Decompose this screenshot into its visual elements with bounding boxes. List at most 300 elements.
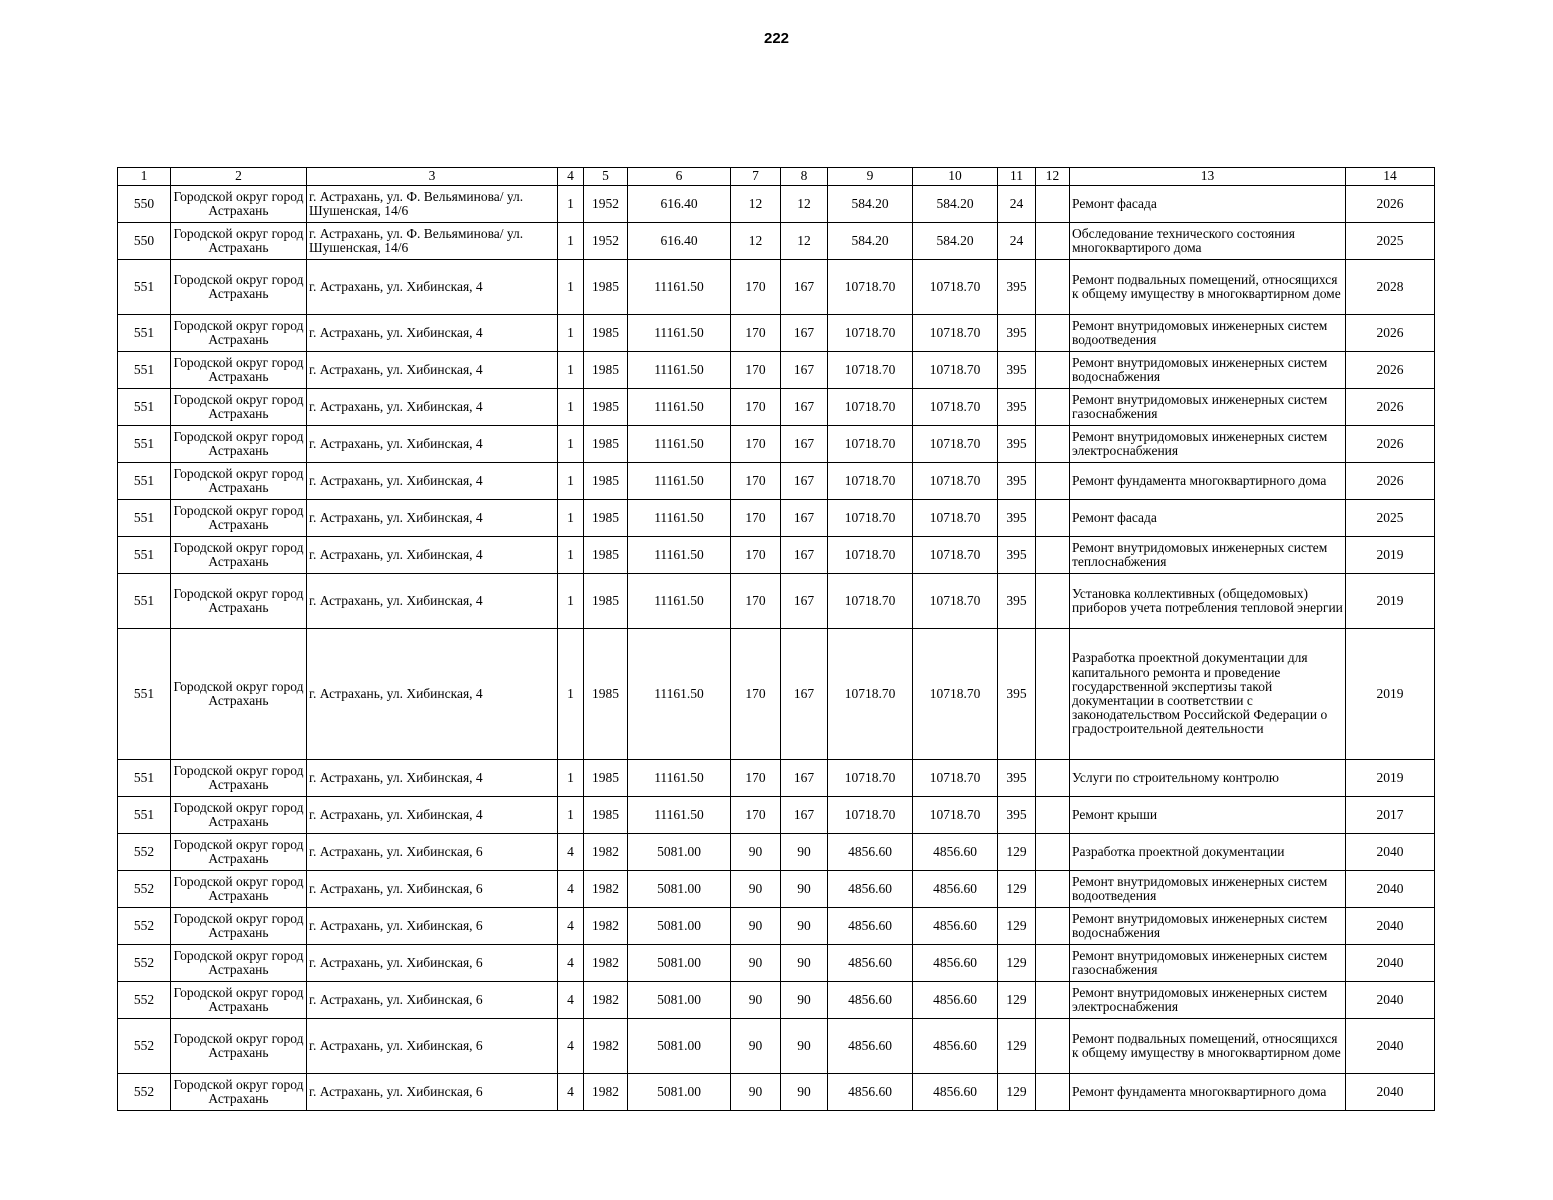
table-row: [118, 223, 1435, 260]
cell-col8: 90: [781, 871, 828, 908]
cell-col8: 90: [781, 1074, 828, 1111]
cell-col8: 90: [781, 834, 828, 871]
column-header: 3: [307, 168, 558, 186]
cell-col11: 129: [998, 982, 1036, 1019]
cell-number: 551: [118, 574, 171, 629]
cell-col12: [1036, 871, 1070, 908]
cell-col7: 170: [731, 500, 781, 537]
table-row: [118, 1019, 1435, 1074]
cell-work-type: Ремонт фундамента многоквартирного дома: [1070, 463, 1346, 500]
cell-col6: 11161.50: [628, 389, 731, 426]
cell-address: г. Астрахань, ул. Хибинская, 4: [307, 315, 558, 352]
column-header: 14: [1346, 168, 1435, 186]
column-header: 11: [998, 168, 1036, 186]
cell-col5: 1985: [584, 389, 628, 426]
cell-address: г. Астрахань, ул. Хибинская, 6: [307, 1074, 558, 1111]
column-header: 9: [828, 168, 913, 186]
cell-work-type: Ремонт фундамента многоквартирного дома: [1070, 1074, 1346, 1111]
cell-work-type: Ремонт внутридомовых инженерных систем электроснабжения: [1070, 982, 1346, 1019]
cell-municipality: Городской округ город Астрахань: [171, 629, 307, 760]
cell-col4: 4: [558, 908, 584, 945]
cell-col10: 4856.60: [913, 908, 998, 945]
cell-col9: 10718.70: [828, 760, 913, 797]
cell-col5: 1985: [584, 352, 628, 389]
cell-col10: 584.20: [913, 223, 998, 260]
table-body: [118, 186, 1435, 1111]
cell-year: 2019: [1346, 760, 1435, 797]
cell-col9: 10718.70: [828, 352, 913, 389]
column-header: 10: [913, 168, 998, 186]
table-row: [118, 537, 1435, 574]
column-header: 5: [584, 168, 628, 186]
cell-col10: 4856.60: [913, 871, 998, 908]
cell-year: 2040: [1346, 945, 1435, 982]
cell-municipality: Городской округ город Астрахань: [171, 1019, 307, 1074]
cell-col12: [1036, 389, 1070, 426]
cell-municipality: Городской округ город Астрахань: [171, 945, 307, 982]
cell-year: 2026: [1346, 389, 1435, 426]
cell-col7: 170: [731, 629, 781, 760]
cell-number: 552: [118, 1019, 171, 1074]
cell-col5: 1985: [584, 797, 628, 834]
cell-col8: 167: [781, 260, 828, 315]
cell-col8: 90: [781, 908, 828, 945]
cell-municipality: Городской округ город Астрахань: [171, 426, 307, 463]
table-row: [118, 574, 1435, 629]
cell-year: 2040: [1346, 1074, 1435, 1111]
cell-work-type: Установка коллективных (общедомовых) приборов учета потребления тепловой энергии: [1070, 574, 1346, 629]
cell-col10: 10718.70: [913, 389, 998, 426]
cell-address: г. Астрахань, ул. Хибинская, 6: [307, 908, 558, 945]
cell-col5: 1982: [584, 982, 628, 1019]
cell-col6: 11161.50: [628, 352, 731, 389]
cell-address: г. Астрахань, ул. Хибинская, 4: [307, 574, 558, 629]
cell-col8: 90: [781, 1019, 828, 1074]
cell-col5: 1985: [584, 426, 628, 463]
cell-address: г. Астрахань, ул. Хибинская, 4: [307, 389, 558, 426]
cell-col12: [1036, 797, 1070, 834]
cell-col6: 11161.50: [628, 260, 731, 315]
cell-col8: 167: [781, 389, 828, 426]
cell-work-type: Услуги по строительному контролю: [1070, 760, 1346, 797]
cell-address: г. Астрахань, ул. Хибинская, 4: [307, 426, 558, 463]
table-row: [118, 500, 1435, 537]
cell-col11: 395: [998, 389, 1036, 426]
cell-address: г. Астрахань, ул. Хибинская, 6: [307, 982, 558, 1019]
cell-col6: 5081.00: [628, 945, 731, 982]
cell-col11: 395: [998, 260, 1036, 315]
cell-col11: 395: [998, 463, 1036, 500]
cell-number: 552: [118, 945, 171, 982]
cell-col5: 1982: [584, 1019, 628, 1074]
cell-work-type: Ремонт фасада: [1070, 186, 1346, 223]
cell-col5: 1952: [584, 223, 628, 260]
cell-col8: 167: [781, 352, 828, 389]
cell-number: 552: [118, 982, 171, 1019]
cell-col7: 12: [731, 186, 781, 223]
cell-col6: 616.40: [628, 186, 731, 223]
cell-col11: 129: [998, 945, 1036, 982]
cell-col7: 170: [731, 463, 781, 500]
cell-col10: 10718.70: [913, 463, 998, 500]
table-row: [118, 797, 1435, 834]
cell-col12: [1036, 463, 1070, 500]
cell-col10: 10718.70: [913, 760, 998, 797]
cell-municipality: Городской округ город Астрахань: [171, 760, 307, 797]
cell-col9: 4856.60: [828, 982, 913, 1019]
cell-year: 2026: [1346, 426, 1435, 463]
cell-work-type: Ремонт внутридомовых инженерных систем теплоснабжения: [1070, 537, 1346, 574]
cell-col6: 5081.00: [628, 908, 731, 945]
cell-work-type: Ремонт подвальных помещений, относящихся к общему имуществу в многоквартирном доме: [1070, 1019, 1346, 1074]
cell-address: г. Астрахань, ул. Хибинская, 6: [307, 871, 558, 908]
cell-municipality: Городской округ город Астрахань: [171, 982, 307, 1019]
cell-col9: 4856.60: [828, 1074, 913, 1111]
cell-col5: 1985: [584, 315, 628, 352]
cell-col12: [1036, 260, 1070, 315]
cell-col6: 11161.50: [628, 629, 731, 760]
cell-col4: 1: [558, 574, 584, 629]
cell-work-type: Разработка проектной документации: [1070, 834, 1346, 871]
cell-col6: 11161.50: [628, 537, 731, 574]
table-row: [118, 629, 1435, 760]
cell-col8: 90: [781, 945, 828, 982]
cell-col11: 395: [998, 315, 1036, 352]
cell-col9: 10718.70: [828, 315, 913, 352]
cell-col8: 167: [781, 463, 828, 500]
cell-col6: 11161.50: [628, 315, 731, 352]
cell-col6: 5081.00: [628, 1074, 731, 1111]
cell-col7: 170: [731, 389, 781, 426]
cell-work-type: Ремонт внутридомовых инженерных систем водоотведения: [1070, 871, 1346, 908]
cell-col12: [1036, 223, 1070, 260]
cell-col10: 4856.60: [913, 1019, 998, 1074]
capital-repair-table: [117, 167, 1435, 1111]
cell-municipality: Городской округ город Астрахань: [171, 352, 307, 389]
cell-col6: 5081.00: [628, 871, 731, 908]
cell-col4: 1: [558, 500, 584, 537]
cell-col4: 1: [558, 352, 584, 389]
cell-col6: 5081.00: [628, 834, 731, 871]
cell-col7: 90: [731, 1074, 781, 1111]
cell-col10: 4856.60: [913, 982, 998, 1019]
cell-col4: 4: [558, 871, 584, 908]
cell-col6: 11161.50: [628, 760, 731, 797]
cell-col11: 395: [998, 629, 1036, 760]
cell-col9: 4856.60: [828, 908, 913, 945]
cell-year: 2019: [1346, 537, 1435, 574]
cell-municipality: Городской округ город Астрахань: [171, 537, 307, 574]
cell-col5: 1952: [584, 186, 628, 223]
cell-col4: 1: [558, 426, 584, 463]
cell-col5: 1985: [584, 760, 628, 797]
cell-col10: 10718.70: [913, 352, 998, 389]
cell-municipality: Городской округ город Астрахань: [171, 1074, 307, 1111]
table-row: [118, 426, 1435, 463]
cell-municipality: Городской округ город Астрахань: [171, 389, 307, 426]
cell-year: 2019: [1346, 574, 1435, 629]
cell-col5: 1985: [584, 629, 628, 760]
cell-col4: 1: [558, 223, 584, 260]
cell-number: 550: [118, 223, 171, 260]
cell-col5: 1982: [584, 908, 628, 945]
cell-col12: [1036, 574, 1070, 629]
cell-col7: 170: [731, 574, 781, 629]
cell-col8: 167: [781, 500, 828, 537]
cell-col11: 24: [998, 186, 1036, 223]
cell-col4: 4: [558, 1074, 584, 1111]
cell-col12: [1036, 186, 1070, 223]
cell-address: г. Астрахань, ул. Хибинская, 4: [307, 760, 558, 797]
cell-number: 551: [118, 352, 171, 389]
cell-address: г. Астрахань, ул. Хибинская, 4: [307, 797, 558, 834]
cell-number: 551: [118, 260, 171, 315]
cell-work-type: Ремонт внутридомовых инженерных систем водоснабжения: [1070, 908, 1346, 945]
table-row: [118, 982, 1435, 1019]
cell-col12: [1036, 352, 1070, 389]
cell-year: 2025: [1346, 500, 1435, 537]
cell-col4: 1: [558, 389, 584, 426]
cell-work-type: Ремонт внутридомовых инженерных систем газоснабжения: [1070, 945, 1346, 982]
cell-municipality: Городской округ город Астрахань: [171, 908, 307, 945]
cell-col7: 170: [731, 315, 781, 352]
cell-number: 552: [118, 1074, 171, 1111]
cell-work-type: Ремонт крыши: [1070, 797, 1346, 834]
cell-col10: 10718.70: [913, 797, 998, 834]
cell-work-type: Ремонт внутридомовых инженерных систем водоотведения: [1070, 315, 1346, 352]
cell-col12: [1036, 537, 1070, 574]
cell-col7: 12: [731, 223, 781, 260]
cell-col12: [1036, 908, 1070, 945]
cell-year: 2040: [1346, 908, 1435, 945]
cell-col6: 11161.50: [628, 463, 731, 500]
cell-col7: 170: [731, 537, 781, 574]
cell-municipality: Городской округ город Астрахань: [171, 260, 307, 315]
cell-col4: 1: [558, 537, 584, 574]
cell-col11: 24: [998, 223, 1036, 260]
column-header: 7: [731, 168, 781, 186]
cell-col12: [1036, 834, 1070, 871]
cell-col12: [1036, 760, 1070, 797]
cell-col12: [1036, 426, 1070, 463]
cell-col11: 129: [998, 908, 1036, 945]
cell-col7: 90: [731, 908, 781, 945]
cell-col11: 395: [998, 537, 1036, 574]
cell-number: 552: [118, 908, 171, 945]
cell-work-type: Ремонт подвальных помещений, относящихся к общему имуществу в многоквартирном доме: [1070, 260, 1346, 315]
table-row: [118, 315, 1435, 352]
cell-col12: [1036, 629, 1070, 760]
cell-col4: 4: [558, 834, 584, 871]
table-row: [118, 352, 1435, 389]
cell-col12: [1036, 1074, 1070, 1111]
cell-col11: 395: [998, 797, 1036, 834]
cell-col11: 129: [998, 1019, 1036, 1074]
column-header: 8: [781, 168, 828, 186]
cell-col9: 10718.70: [828, 426, 913, 463]
column-header: 6: [628, 168, 731, 186]
cell-col12: [1036, 982, 1070, 1019]
cell-col6: 11161.50: [628, 500, 731, 537]
cell-col11: 395: [998, 426, 1036, 463]
cell-col7: 90: [731, 871, 781, 908]
cell-col8: 90: [781, 982, 828, 1019]
cell-work-type: Обследование технического состояния многоквартирого дома: [1070, 223, 1346, 260]
table-row: [118, 463, 1435, 500]
cell-col9: 4856.60: [828, 834, 913, 871]
cell-work-type: Ремонт внутридомовых инженерных систем газоснабжения: [1070, 389, 1346, 426]
cell-col8: 167: [781, 760, 828, 797]
cell-col7: 170: [731, 260, 781, 315]
cell-col8: 167: [781, 574, 828, 629]
cell-col8: 12: [781, 186, 828, 223]
cell-col12: [1036, 945, 1070, 982]
cell-address: г. Астрахань, ул. Хибинская, 4: [307, 629, 558, 760]
cell-col4: 4: [558, 982, 584, 1019]
cell-work-type: Разработка проектной документации для капитального ремонта и проведение государственной экспертизы такой документации в соответствии с законодательством Российской Федерации о градостроительной деятельности: [1070, 629, 1346, 760]
cell-col6: 5081.00: [628, 1019, 731, 1074]
cell-col4: 1: [558, 760, 584, 797]
cell-col4: 1: [558, 629, 584, 760]
cell-col11: 129: [998, 1074, 1036, 1111]
column-header: 1: [118, 168, 171, 186]
cell-col4: 4: [558, 1019, 584, 1074]
cell-col7: 170: [731, 352, 781, 389]
cell-col5: 1982: [584, 834, 628, 871]
cell-col7: 90: [731, 982, 781, 1019]
cell-col4: 4: [558, 945, 584, 982]
cell-municipality: Городской округ город Астрахань: [171, 463, 307, 500]
cell-col11: 129: [998, 834, 1036, 871]
cell-address: г. Астрахань, ул. Хибинская, 4: [307, 537, 558, 574]
table-row: [118, 389, 1435, 426]
header-row: [118, 168, 1435, 186]
cell-col7: 170: [731, 426, 781, 463]
cell-col11: 129: [998, 871, 1036, 908]
cell-col4: 1: [558, 186, 584, 223]
cell-year: 2025: [1346, 223, 1435, 260]
cell-col5: 1985: [584, 260, 628, 315]
column-header: 2: [171, 168, 307, 186]
table-row: [118, 945, 1435, 982]
cell-col8: 167: [781, 797, 828, 834]
cell-col9: 10718.70: [828, 797, 913, 834]
cell-col6: 11161.50: [628, 426, 731, 463]
cell-col6: 11161.50: [628, 574, 731, 629]
cell-col7: 90: [731, 834, 781, 871]
cell-work-type: Ремонт фасада: [1070, 500, 1346, 537]
cell-work-type: Ремонт внутридомовых инженерных систем электроснабжения: [1070, 426, 1346, 463]
cell-col5: 1982: [584, 1074, 628, 1111]
table-row: [118, 871, 1435, 908]
cell-address: г. Астрахань, ул. Хибинская, 6: [307, 834, 558, 871]
cell-municipality: Городской округ город Астрахань: [171, 315, 307, 352]
cell-number: 550: [118, 186, 171, 223]
cell-col5: 1985: [584, 574, 628, 629]
cell-address: г. Астрахань, ул. Хибинская, 6: [307, 1019, 558, 1074]
cell-address: г. Астрахань, ул. Хибинская, 4: [307, 463, 558, 500]
cell-col7: 90: [731, 1019, 781, 1074]
table-row: [118, 1074, 1435, 1111]
cell-col9: 10718.70: [828, 537, 913, 574]
cell-col10: 10718.70: [913, 260, 998, 315]
page-number: 222: [763, 30, 790, 47]
cell-year: 2026: [1346, 315, 1435, 352]
cell-col5: 1985: [584, 500, 628, 537]
cell-col10: 4856.60: [913, 1074, 998, 1111]
cell-col9: 4856.60: [828, 871, 913, 908]
cell-number: 552: [118, 834, 171, 871]
table-row: [118, 760, 1435, 797]
cell-number: 551: [118, 500, 171, 537]
cell-col9: 10718.70: [828, 463, 913, 500]
cell-col4: 1: [558, 797, 584, 834]
cell-col9: 10718.70: [828, 629, 913, 760]
cell-year: 2028: [1346, 260, 1435, 315]
cell-col6: 11161.50: [628, 797, 731, 834]
cell-address: г. Астрахань, ул. Хибинская, 4: [307, 500, 558, 537]
cell-work-type: Ремонт внутридомовых инженерных систем водоснабжения: [1070, 352, 1346, 389]
cell-col10: 584.20: [913, 186, 998, 223]
column-header: 13: [1070, 168, 1346, 186]
table-row: [118, 186, 1435, 223]
cell-col12: [1036, 315, 1070, 352]
cell-col9: 10718.70: [828, 574, 913, 629]
cell-year: 2040: [1346, 871, 1435, 908]
cell-col10: 10718.70: [913, 629, 998, 760]
cell-col8: 167: [781, 537, 828, 574]
cell-number: 551: [118, 537, 171, 574]
cell-col10: 10718.70: [913, 426, 998, 463]
cell-col9: 10718.70: [828, 389, 913, 426]
cell-year: 2040: [1346, 834, 1435, 871]
cell-number: 551: [118, 797, 171, 834]
cell-year: 2026: [1346, 186, 1435, 223]
cell-col5: 1985: [584, 537, 628, 574]
cell-municipality: Городской округ город Астрахань: [171, 871, 307, 908]
cell-col9: 10718.70: [828, 260, 913, 315]
cell-number: 551: [118, 426, 171, 463]
cell-col4: 1: [558, 315, 584, 352]
cell-col5: 1982: [584, 945, 628, 982]
cell-municipality: Городской округ город Астрахань: [171, 574, 307, 629]
cell-col5: 1985: [584, 463, 628, 500]
cell-col6: 5081.00: [628, 982, 731, 1019]
cell-col8: 167: [781, 629, 828, 760]
cell-col8: 167: [781, 315, 828, 352]
cell-col5: 1982: [584, 871, 628, 908]
cell-address: г. Астрахань, ул. Ф. Вельяминова/ ул. Шушенская, 14/6: [307, 223, 558, 260]
cell-number: 551: [118, 463, 171, 500]
cell-col9: 584.20: [828, 223, 913, 260]
column-header: 12: [1036, 168, 1070, 186]
cell-col11: 395: [998, 760, 1036, 797]
cell-col10: 10718.70: [913, 315, 998, 352]
cell-col10: 4856.60: [913, 945, 998, 982]
cell-col9: 10718.70: [828, 500, 913, 537]
cell-number: 551: [118, 629, 171, 760]
cell-number: 551: [118, 389, 171, 426]
cell-address: г. Астрахань, ул. Ф. Вельяминова/ ул. Шушенская, 14/6: [307, 186, 558, 223]
cell-year: 2040: [1346, 982, 1435, 1019]
cell-year: 2017: [1346, 797, 1435, 834]
cell-col7: 170: [731, 760, 781, 797]
cell-col9: 584.20: [828, 186, 913, 223]
cell-col12: [1036, 500, 1070, 537]
cell-address: г. Астрахань, ул. Хибинская, 4: [307, 352, 558, 389]
cell-col8: 167: [781, 426, 828, 463]
cell-municipality: Городской округ город Астрахань: [171, 834, 307, 871]
